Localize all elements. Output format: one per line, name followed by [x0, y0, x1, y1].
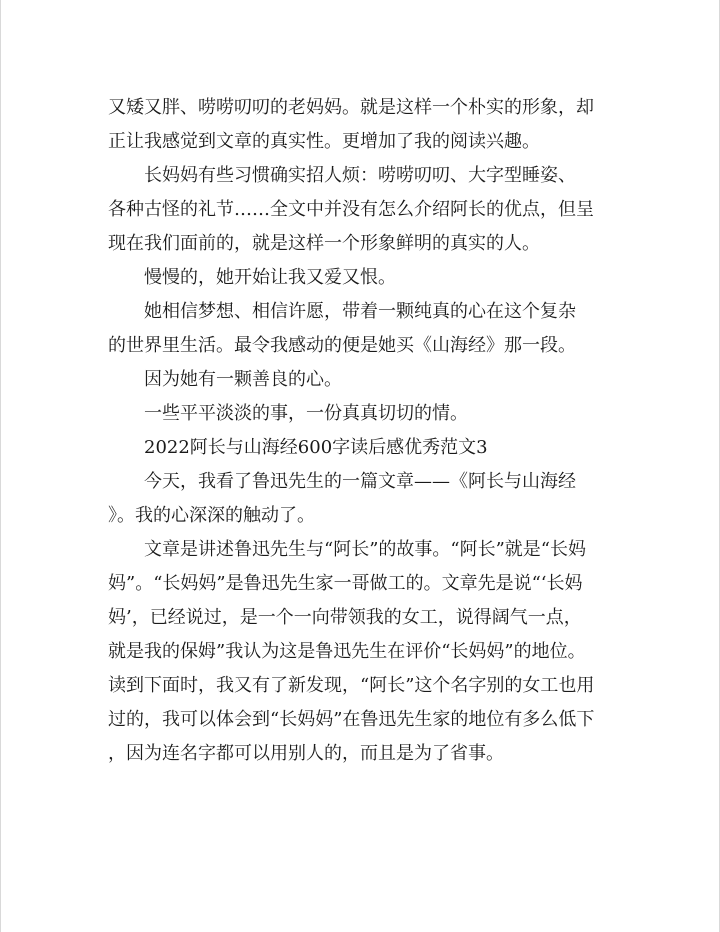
- text-line: 现在我们面前的，就是这样一个形象鲜明的真实的人。: [108, 233, 540, 254]
- document-body: [108, 91, 628, 771]
- text-line: 慢慢的，她开始让我又爱又恨。: [144, 267, 396, 288]
- section-heading: 2022阿长与山海经600字读后感优秀范文3: [144, 437, 488, 458]
- text-line: 》。我的心深深的触动了。: [108, 505, 315, 526]
- text-line: 因为她有一颗善良的心。: [144, 369, 342, 390]
- text-line: 文章是讲述鲁迅先生与“阿长”的故事。“阿长”就是“长妈: [144, 539, 587, 560]
- text-line: 正让我感觉到文章的真实性。更增加了我的阅读兴趣。: [108, 131, 540, 152]
- text-line: 各种古怪的礼节……全文中并没有怎么介绍阿长的优点，但呈: [108, 199, 594, 220]
- text-line: 的世界里生活。最令我感动的便是她买《山海经》那一段。: [108, 335, 576, 356]
- text-line: 又矮又胖、唠唠叨叨的老妈妈。就是这样一个朴实的形象，却: [108, 97, 594, 118]
- text-line: 妈”。“长妈妈”是鲁迅先生家一哥做工的。文章先是说“‘长妈: [108, 573, 583, 594]
- text-line: 她相信梦想、相信许愿，带着一颗纯真的心在这个复杂: [144, 301, 576, 322]
- text-line: 今天，我看了鲁迅先生的一篇文章——《阿长与山海经: [144, 471, 576, 492]
- text-line: 妈’，已经说过，是一个一向带领我的女工，说得阔气一点，: [108, 607, 582, 628]
- text-line: 读到下面时，我又有了新发现，“阿长”这个名字别的女工也用: [108, 675, 595, 696]
- text-line: 就是我的保姆”我认为这是鲁迅先生在评价“长妈妈”的地位。: [108, 641, 586, 662]
- text-line: ，因为连名字都可以用别人的，而且是为了省事。: [108, 743, 504, 764]
- text-line: 一些平平淡淡的事，一份真真切切的情。: [144, 403, 468, 424]
- text-line: 长妈妈有些习惯确实招人烦：唠唠叨叨、大字型睡姿、: [144, 165, 576, 186]
- text-line: 过的，我可以体会到“长妈妈”在鲁迅先生家的地位有多么低下: [108, 709, 595, 730]
